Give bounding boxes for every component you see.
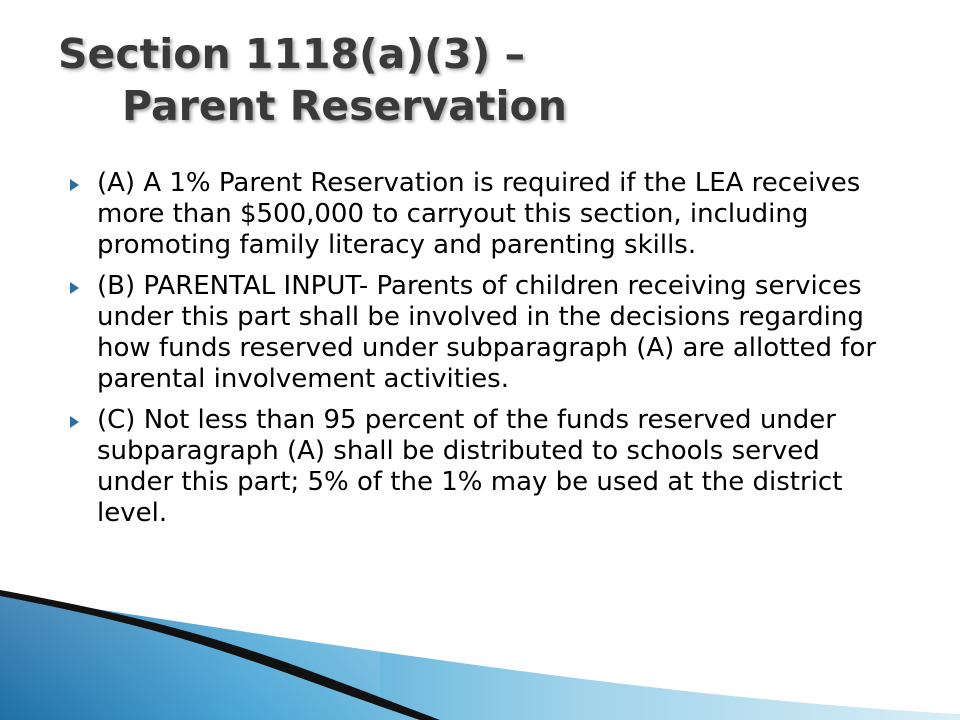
- bullet-item-a: [70, 168, 900, 261]
- slide-title: [58, 28, 918, 132]
- bullet-list: [70, 168, 900, 539]
- bullet-item-b: [70, 271, 900, 395]
- bullet-text-b: (B) PARENTAL INPUT- Parents of children receiving services under this part shall be involved in the decisions regarding how funds reserved under subparagraph (A) are allotted for parental involvement activities.: [97, 271, 877, 394]
- slide-title-line-2: Parent Reservation: [122, 82, 567, 130]
- bullet-text-c: (C) Not less than 95 percent of the funds reserved under subparagraph (A) shall be distributed to schools served under this part; 5% of the 1% may be used at the district level.: [97, 405, 843, 528]
- triangle-right-icon: [70, 416, 79, 428]
- triangle-right-icon: [70, 282, 79, 294]
- wave-sheen: [0, 594, 380, 720]
- slide-title-line-1: Section 1118(a)(3) –: [58, 30, 525, 78]
- bullet-text-a: (A) A 1% Parent Reservation is required if the LEA receives more than $500,000 to carryout this section, including promoting family literacy and parenting skills.: [97, 168, 861, 260]
- bullet-item-c: [70, 405, 900, 529]
- decorative-wave-banner: [0, 590, 960, 720]
- triangle-right-icon: [70, 179, 79, 191]
